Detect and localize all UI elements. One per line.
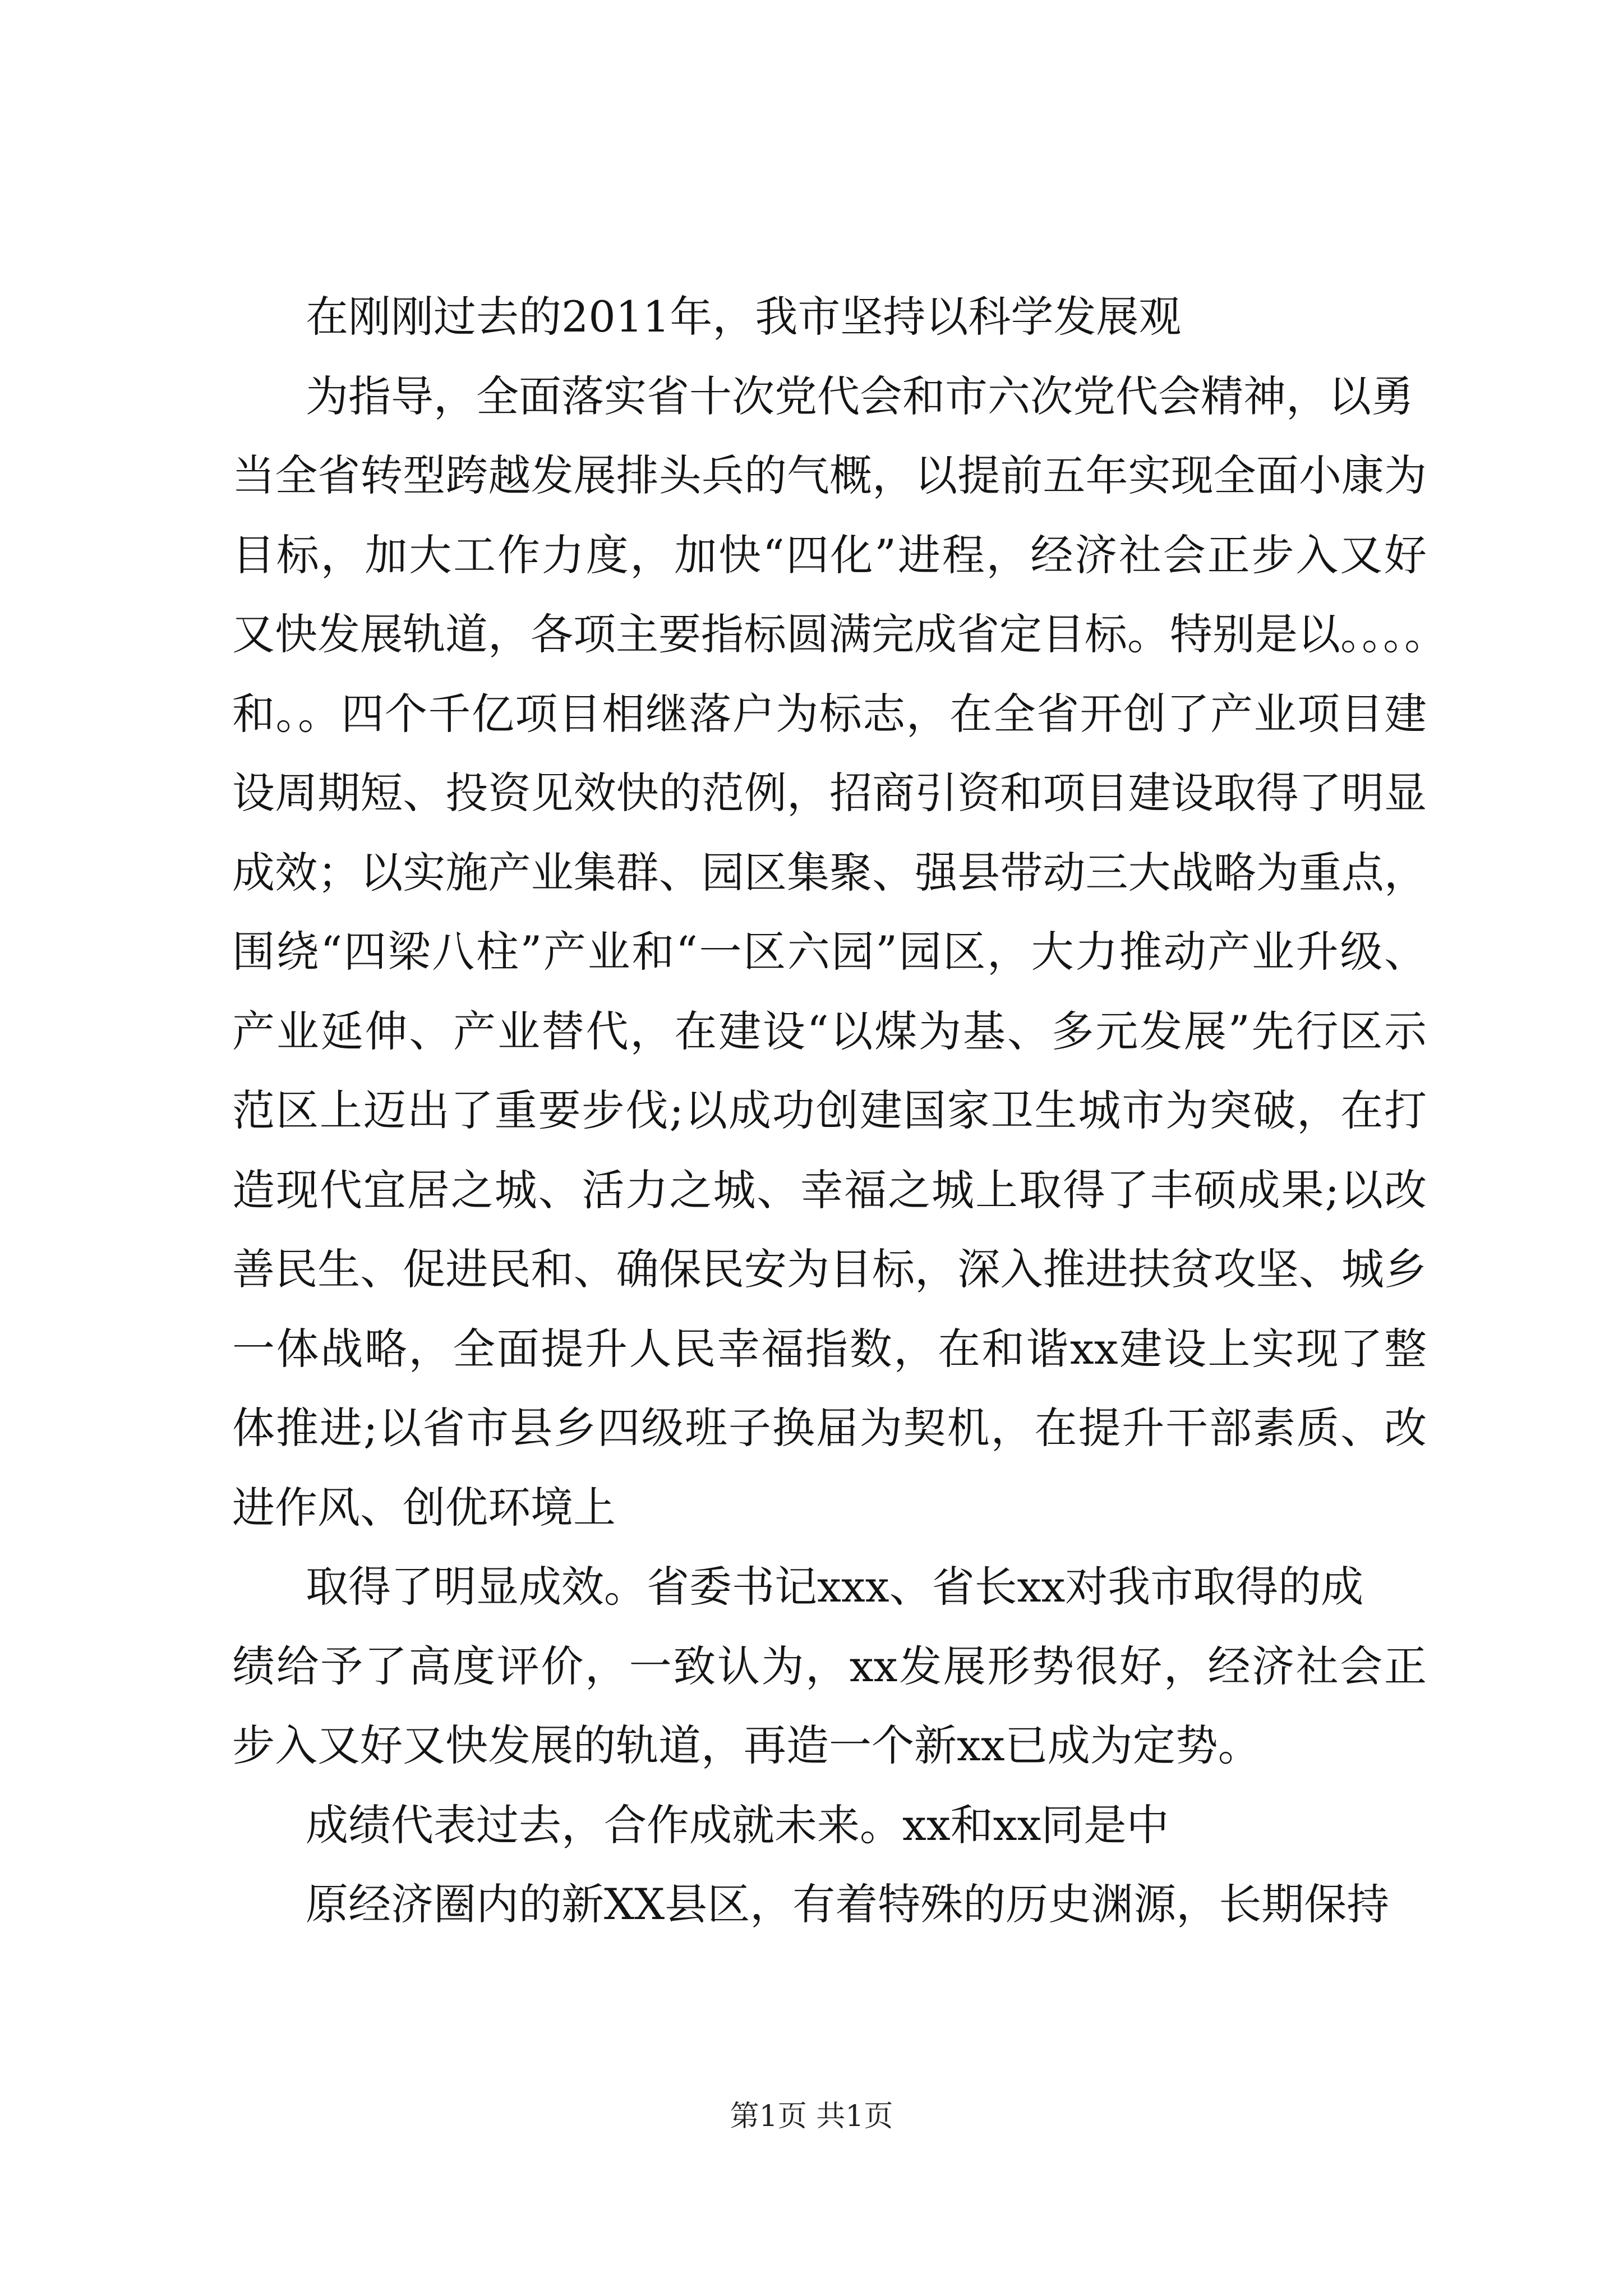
text-line: 原经济圈内的新XX县区，有着特殊的历史渊源，长期保持 bbox=[306, 1879, 1390, 1929]
text-line: 在刚刚过去的2011年，我市坚持以科学发展观 bbox=[306, 292, 1182, 342]
text-line: 绩给予了高度评价，一致认为，xx发展形势很好，经济社会正 bbox=[232, 1641, 1427, 1691]
text-line: 当全省转型跨越发展排头兵的气概，以提前五年实现全面小康为 bbox=[232, 450, 1427, 500]
text-line: 进作风、创优环境上 bbox=[232, 1483, 616, 1533]
text-line: 为指导，全面落实省十次党代会和市六次党代会精神，以勇 bbox=[306, 371, 1414, 421]
text-line: 范区上迈出了重要步伐;以成功创建国家卫生城市为突破，在打 bbox=[232, 1085, 1427, 1135]
page-number-footer: 第1页 共1页 bbox=[730, 2100, 893, 2133]
text-line: 设周期短、投资见效快的范例，招商引资和项目建设取得了明显 bbox=[232, 768, 1427, 818]
text-line: 造现代宜居之城、活力之城、幸福之城上取得了丰硕成果;以改 bbox=[232, 1165, 1427, 1215]
text-line: 成效；以实施产业集群、园区集聚、强县带动三大战略为重点， bbox=[232, 848, 1427, 898]
text-line: 产业延伸、产业替代，在建设“以煤为基、多元发展”先行区示 bbox=[232, 1006, 1427, 1056]
text-line: 成绩代表过去，合作成就未来。xx和xx同是中 bbox=[306, 1800, 1169, 1850]
text-line: 又快发展轨道，各项主要指标圆满完成省定目标。特别是以。。。。 bbox=[232, 609, 1447, 659]
text-line: 目标，加大工作力度，加快“四化”进程，经济社会正步入又好 bbox=[232, 530, 1427, 580]
text-line: 体推进;以省市县乡四级班子换届为契机，在提升干部素质、改 bbox=[232, 1403, 1427, 1453]
text-line: 和。。四个千亿项目相继落户为标志，在全省开创了产业项目建 bbox=[232, 689, 1427, 739]
text-line: 步入又好又快发展的轨道，再造一个新xx已成为定势。 bbox=[232, 1720, 1261, 1770]
text-line: 一体战略，全面提升人民幸福指数，在和谐xx建设上实现了整 bbox=[232, 1324, 1427, 1374]
text-line: 围绕“四梁八柱”产业和“一区六园”园区，大力推动产业升级、 bbox=[232, 927, 1427, 977]
text-line: 取得了明显成效。省委书记xxx、省长xx对我市取得的成 bbox=[306, 1562, 1364, 1612]
text-line: 善民生、促进民和、确保民安为目标，深入推进扶贫攻坚、城乡 bbox=[232, 1244, 1427, 1294]
